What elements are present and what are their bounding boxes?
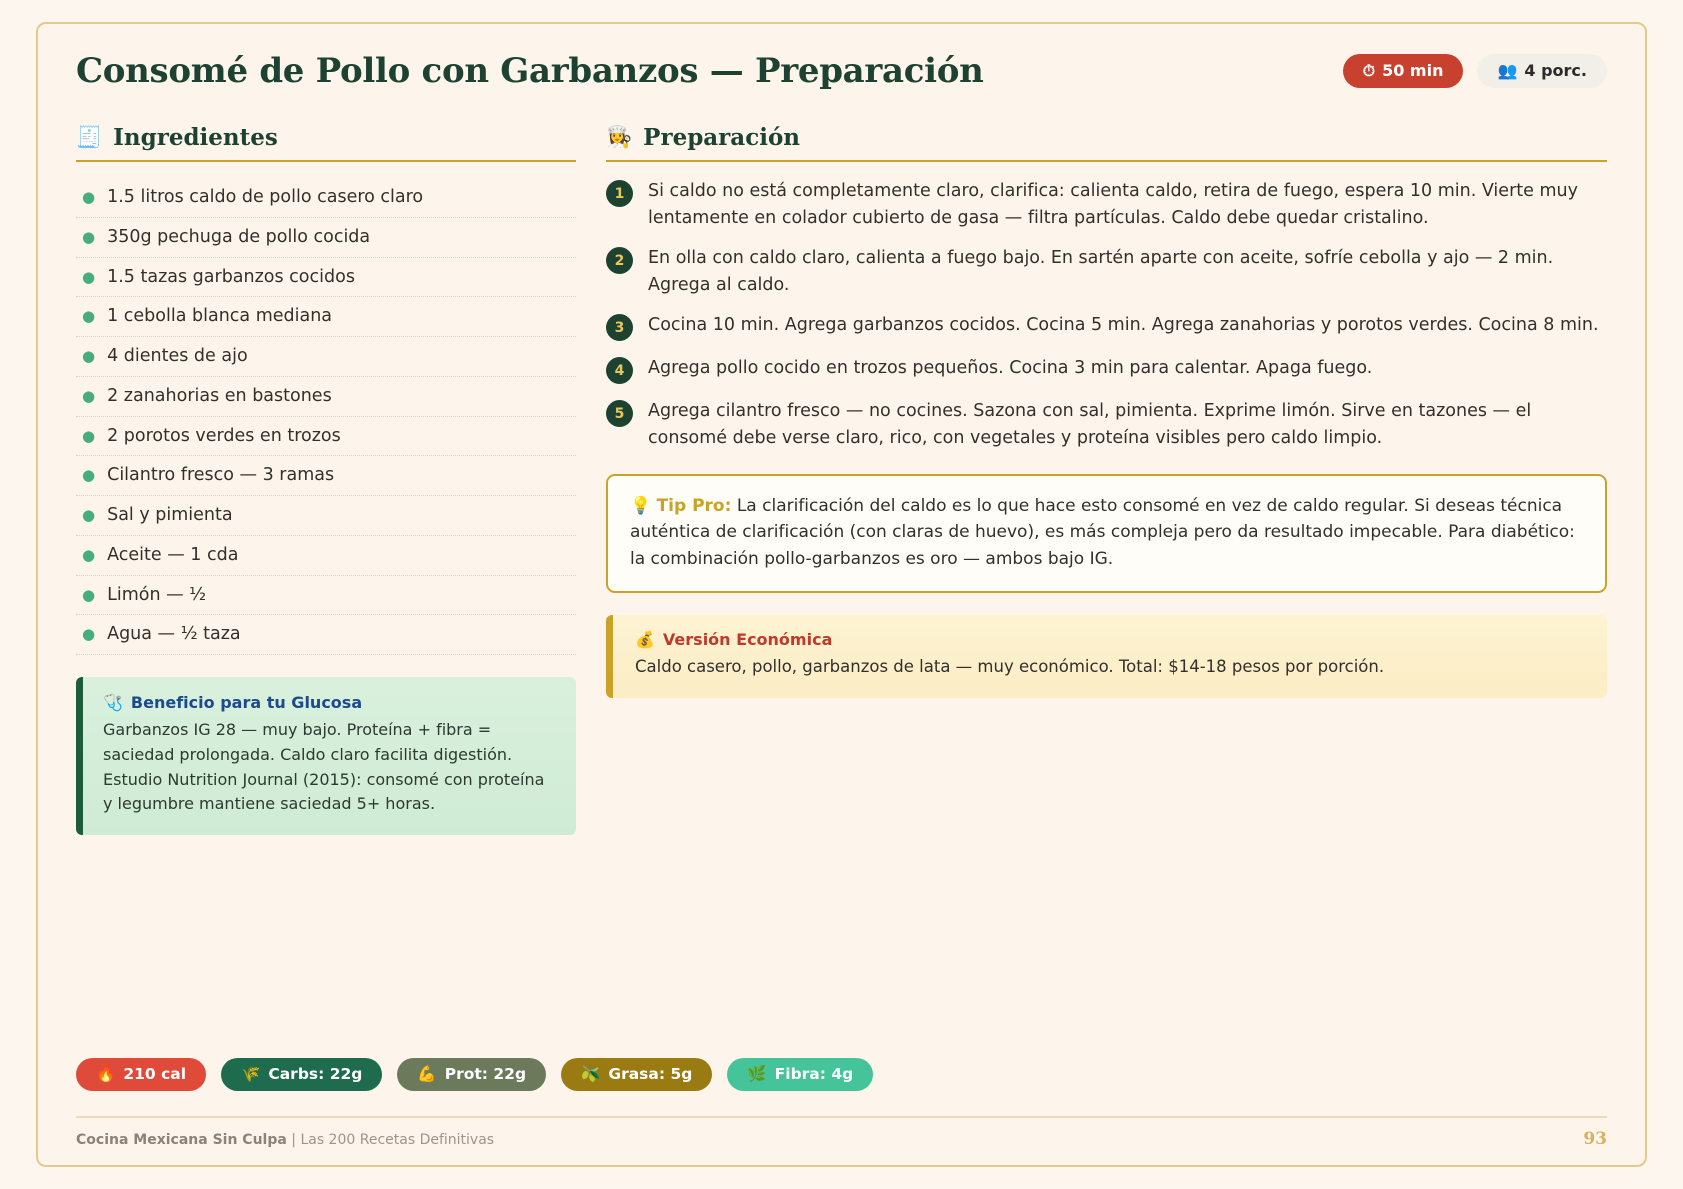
bullet-icon: ● xyxy=(82,386,96,405)
bullet-icon: ● xyxy=(82,347,96,365)
ingredient-label: 2 porotos verdes en trozos xyxy=(107,425,341,446)
header-badges xyxy=(1343,54,1607,88)
step-text: Agrega pollo cocido en trozos pequeños. Cocina 3 min para calentar. Apaga fuego. xyxy=(648,358,1373,379)
money-bag-icon: 💰 xyxy=(635,630,655,650)
glucose-benefit-box xyxy=(76,677,576,835)
nutrition-badge-icon: 🔥 xyxy=(96,1064,116,1083)
time-badge xyxy=(1343,54,1464,88)
page-title: Consomé de Pollo con Garbanzos — Preparación xyxy=(76,51,984,91)
step-number-badge: 1 xyxy=(606,180,633,207)
economy-box-title: Versión Económica xyxy=(662,630,833,650)
ingredient-item xyxy=(76,496,576,536)
nutrition-badge xyxy=(727,1058,873,1092)
nutrition-badge-label: Fibra: 4g xyxy=(774,1064,854,1083)
nutrition-badge xyxy=(561,1058,712,1092)
nutrition-badges xyxy=(76,1058,873,1092)
ingredient-item xyxy=(76,576,576,616)
bullet-icon: ● xyxy=(82,188,96,206)
economy-box-title-row xyxy=(635,630,1585,649)
footer-attribution xyxy=(76,1132,494,1148)
ingredient-item xyxy=(76,536,576,576)
ingredient-label: Limón — ½ xyxy=(107,584,207,605)
tip-pro-box xyxy=(606,474,1607,594)
ingredient-item xyxy=(76,178,576,218)
chef-icon: 👩‍🍳 xyxy=(606,125,633,149)
preparation-step xyxy=(606,178,1607,231)
ingredient-label: 1.5 tazas garbanzos cocidos xyxy=(107,266,355,287)
bullet-icon: ● xyxy=(82,466,96,485)
ingredients-section-title: Ingredientes xyxy=(113,124,278,151)
ingredient-label: Sal y pimienta xyxy=(107,505,233,525)
ingredient-item xyxy=(76,218,576,258)
people-icon: 👥 xyxy=(1497,61,1518,80)
step-number-badge: 4 xyxy=(606,357,633,384)
step-number-badge: 5 xyxy=(606,400,633,427)
recipe-page xyxy=(36,22,1647,1167)
preparation-section-title: Preparación xyxy=(643,124,801,151)
ingredient-item xyxy=(76,615,576,655)
ingredient-label: Cilantro fresco — 3 ramas xyxy=(107,465,335,486)
nutrition-badge-icon: 🫒 xyxy=(581,1064,601,1083)
bullet-icon: ● xyxy=(82,267,96,286)
servings-badge xyxy=(1477,54,1607,88)
bullet-icon: ● xyxy=(82,426,96,445)
step-text: En olla con caldo claro, calienta a fuego bajo. En sartén aparte con aceite, sofríe cebolla y ajo — 2 min. Agrega al caldo. xyxy=(648,248,1554,295)
ingredients-section-header xyxy=(76,124,576,162)
ingredient-label: 1.5 litros caldo de pollo casero claro xyxy=(107,187,424,207)
page-number: 93 xyxy=(1583,1129,1607,1149)
ingredients-column xyxy=(76,124,576,835)
preparation-step xyxy=(606,245,1607,298)
preparation-steps-list xyxy=(606,178,1607,452)
ingredient-item xyxy=(76,258,576,298)
nutrition-badge xyxy=(221,1058,382,1092)
step-number-badge: 3 xyxy=(606,314,633,341)
ingredient-item xyxy=(76,377,576,417)
stethoscope-icon: 🩺 xyxy=(103,693,123,712)
step-number-badge: 2 xyxy=(606,247,633,274)
nutrition-badge xyxy=(397,1058,546,1092)
glucose-box-text: Garbanzos IG 28 — muy bajo. Proteína + fibra = saciedad prolongada. Caldo claro facilita digestión. Estudio Nutrition Journal (2015): consomé con proteína y legumbre mantiene saciedad 5+ horas. xyxy=(103,720,545,814)
page-footer xyxy=(76,1116,1607,1149)
ingredient-label: Aceite — 1 cda xyxy=(107,544,239,565)
content-columns xyxy=(38,114,1645,835)
ingredient-label: Agua — ½ taza xyxy=(107,624,241,645)
footer-separator: | xyxy=(286,1132,301,1148)
preparation-step xyxy=(606,312,1607,341)
ingredients-list xyxy=(76,178,576,655)
nutrition-badge xyxy=(76,1058,206,1092)
preparation-column xyxy=(606,124,1607,698)
ingredient-item xyxy=(76,337,576,377)
footer-subtitle: Las 200 Recetas Definitivas xyxy=(300,1132,495,1148)
ingredient-item xyxy=(76,456,576,496)
economy-box-text: Caldo casero, pollo, garbanzos de lata — muy económico. Total: $14-18 pesos por porción. xyxy=(635,657,1385,677)
nutrition-badge-label: Prot: 22g xyxy=(444,1064,527,1083)
servings-badge-label: 4 porc. xyxy=(1524,61,1587,80)
footer-book-title: Cocina Mexicana Sin Culpa xyxy=(76,1132,287,1148)
ingredient-label: 4 dientes de ajo xyxy=(107,346,248,366)
receipt-icon: 🧾 xyxy=(76,125,103,149)
economy-version-box xyxy=(606,615,1607,698)
glucose-box-title-row xyxy=(103,693,556,712)
ingredient-label: 2 zanahorias en bastones xyxy=(107,385,332,406)
ingredient-item xyxy=(76,297,576,337)
tip-pro-text-row xyxy=(630,493,1583,573)
timer-icon: ⏱ xyxy=(1362,61,1376,80)
bullet-icon: ● xyxy=(82,625,96,644)
tip-pro-body: La clarificación del caldo es lo que hace esto consomé en vez de caldo regular. Si deseas técnica auténtica de clarificación (con claras de huevo), es más compleja pero da resultado impecable. Para diabético: la combinación pollo-garbanzos es oro — ambos bajo IG. xyxy=(630,495,1575,569)
step-text: Cocina 10 min. Agrega garbanzos cocidos. Cocina 5 min. Agrega zanahorias y porotos verdes. Cocina 8 min. xyxy=(648,315,1599,336)
ingredient-label: 1 cebolla blanca mediana xyxy=(107,306,333,327)
preparation-step xyxy=(606,398,1607,451)
nutrition-badge-icon: 🌾 xyxy=(241,1064,261,1083)
glucose-box-title: Beneficio para tu Glucosa xyxy=(130,693,363,712)
step-text: Agrega cilantro fresco — no cocines. Sazona con sal, pimienta. Exprime limón. Sirve en tazones — el consomé debe verse claro, rico, con vegetales y proteína visibles pero caldo limpio. xyxy=(648,401,1532,448)
step-text: Si caldo no está completamente claro, clarifica: calienta caldo, retira de fuego, espera 10 min. Vierte muy lentamente en colador cubierto de gasa — filtra partículas. Caldo debe quedar cristalino. xyxy=(648,181,1578,228)
nutrition-badge-label: Carbs: 22g xyxy=(268,1064,363,1083)
nutrition-badge-label: 210 cal xyxy=(123,1064,187,1083)
ingredient-label: 350g pechuga de pollo cocida xyxy=(107,226,371,247)
time-badge-label: 50 min xyxy=(1382,61,1444,80)
bullet-icon: ● xyxy=(82,307,96,326)
nutrition-badge-icon: 💪 xyxy=(417,1064,437,1083)
bullet-icon: ● xyxy=(82,545,96,564)
page-header xyxy=(38,24,1645,114)
bullet-icon: ● xyxy=(82,227,96,246)
ingredient-item xyxy=(76,417,576,457)
bullet-icon: ● xyxy=(82,506,96,524)
preparation-section-header xyxy=(606,124,1607,162)
tip-pro-label: Tip Pro: xyxy=(656,495,732,516)
preparation-step xyxy=(606,355,1607,384)
nutrition-badge-label: Grasa: 5g xyxy=(608,1064,693,1083)
lightbulb-icon: 💡 xyxy=(630,495,652,516)
nutrition-badge-icon: 🌿 xyxy=(747,1064,767,1083)
bullet-icon: ● xyxy=(82,585,96,604)
